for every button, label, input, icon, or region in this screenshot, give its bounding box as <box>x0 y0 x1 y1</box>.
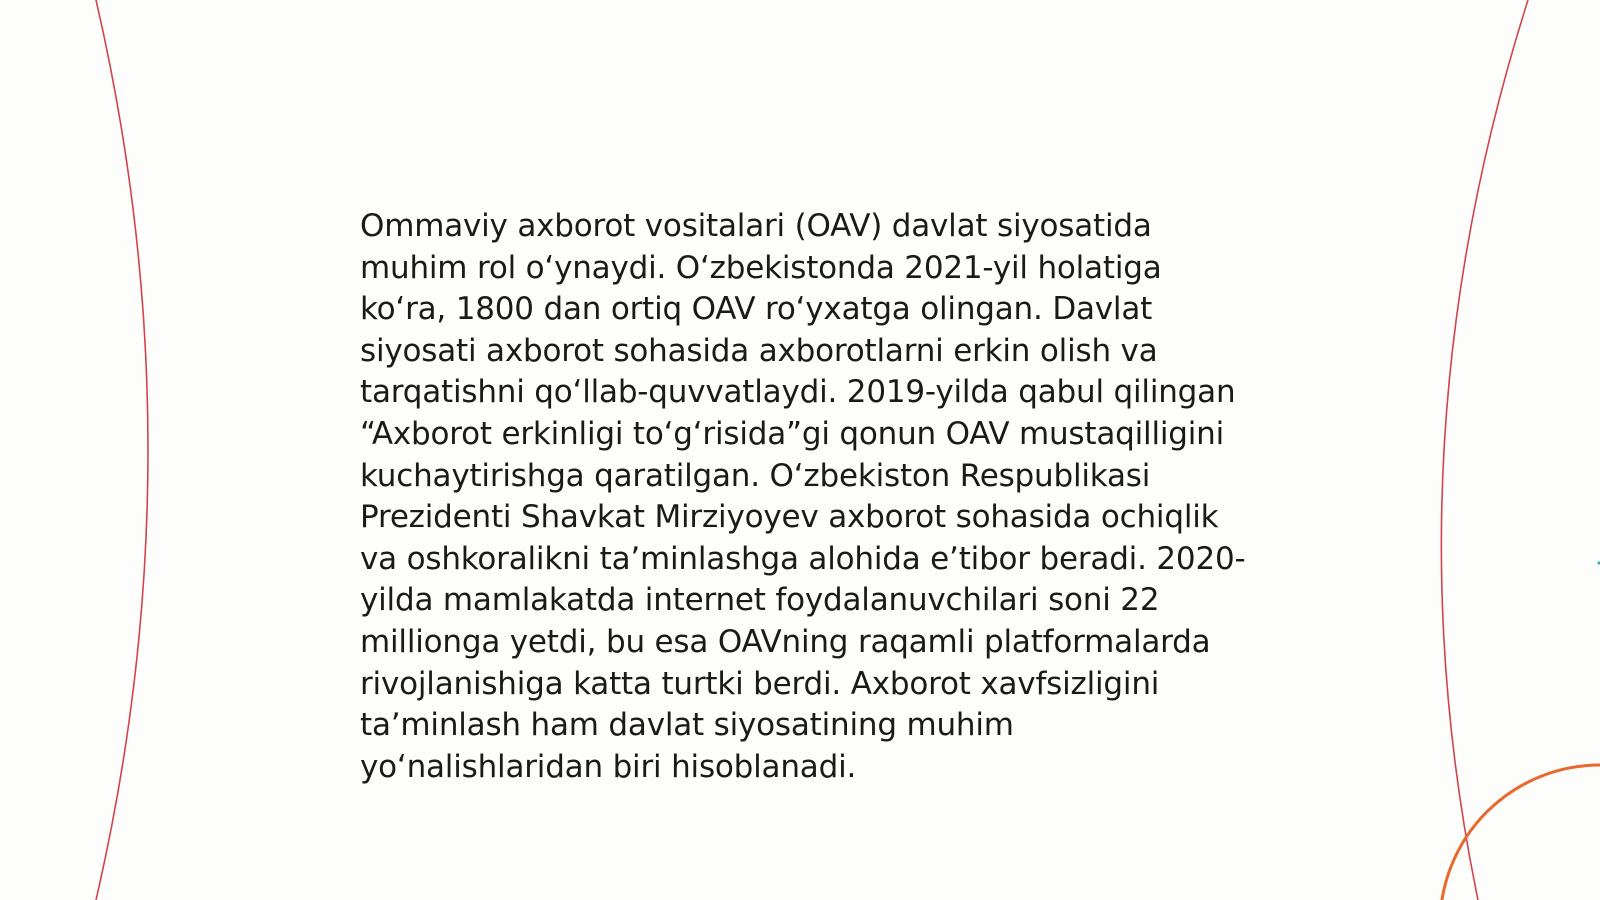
orange-circle-arc <box>1440 765 1600 900</box>
left-curve-line <box>96 0 148 900</box>
slide-paragraph: Ommaviy axborot vositalari (OAV) davlat siyosatida muhim rol o‘ynaydi. O‘zbekistonda 2021-yil holatiga ko‘ra, 1800 dan ortiq OAV ro‘yxatga olingan. Davlat siyosati axborot sohasida axborotlarni erkin olish va tarqatishni qo‘llab-quvvatlaydi. 2019-yilda qabul qilingan “Axborot erkinligi to‘g‘risida”gi qonun OAV mustaqilligini kuchaytirishga qaratilgan. O‘zbekiston Respublikasi Prezidenti Shavkat Mirziyoyev axborot sohasida ochiqlik va oshkoralikni ta’minlashga alohida e’tibor beradi. 2020-yilda mamlakatda internet foydalanuvchilari soni 22 millionga yetdi, bu esa OAVning raqamli platformalarda rivojlanishiga katta turtki berdi. Axborot xavfsizligini ta’minlash ham davlat siyosatining muhim yo‘nalishlaridan biri hisoblanadi. <box>360 208 1246 785</box>
right-curve-line <box>1441 0 1528 900</box>
